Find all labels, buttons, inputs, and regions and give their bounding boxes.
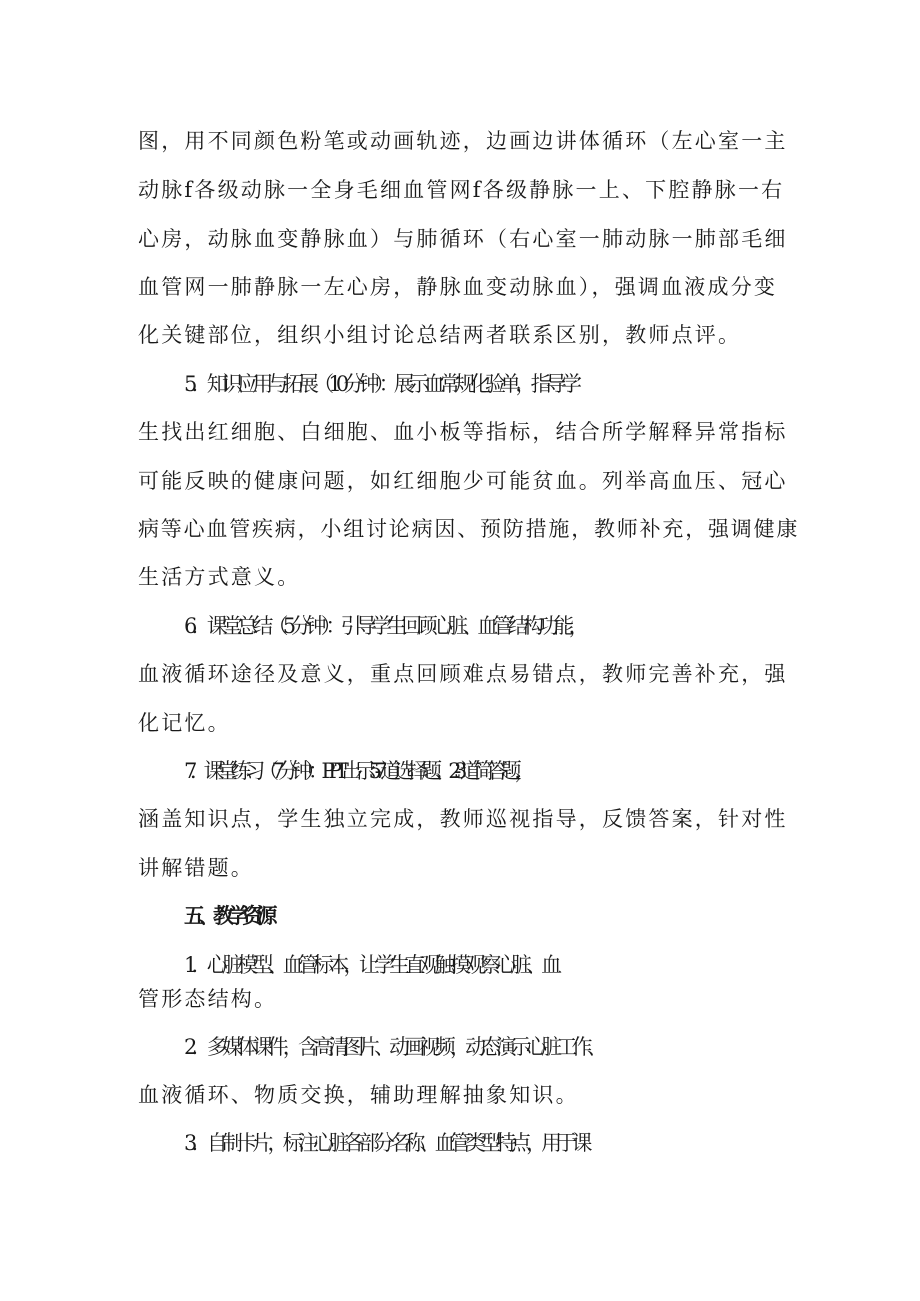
text-line: 生活方式意义。	[138, 565, 301, 589]
resource-item-2-line: 2．多媒体课件，含高清图片、动画视频，动态演示心脏工作、	[184, 1035, 602, 1059]
text-line: 心房，动脉血变静脉血）与肺循环（右心室一肺动脉一肺部毛细	[138, 227, 788, 251]
text-line: 可能反映的健康问题，如红细胞少可能贫血。列举高血压、冠心	[138, 469, 788, 493]
text-line: 化关键部位，组织小组讨论总结两者联系区别，教师点评。	[138, 323, 742, 347]
text-line: 动脉f各级动脉一全身毛细血管网f各级静脉一上、下腔静脉一右	[138, 178, 785, 202]
text-line: 讲解错题。	[138, 856, 254, 880]
text-line: 化记忆。	[138, 711, 231, 735]
text-line: 血管网一肺静脉一左心房，静脉血变动脉血），强调血液成分变	[138, 275, 778, 299]
text-line: 管形态结构。	[138, 987, 278, 1011]
text-line: 图，用不同颜色粉笔或动画轨迹，边画边讲体循环（左心室一主	[138, 129, 788, 153]
text-line: 病等心血管疾病，小组讨论病因、预防措施，教师补充，强调健康	[138, 517, 800, 541]
resource-item-1-line: 1．心脏模型、血管标本，让学生直观触摸观察心脏、血	[184, 953, 557, 977]
text-line: 涵盖知识点，学生独立完成，教师巡视指导，反馈答案，针对性	[138, 807, 788, 831]
text-line: 血液循环、物质交换，辅助理解抽象知识。	[138, 1083, 579, 1107]
text-line: 血液循环途径及意义，重点回顾难点易错点，教师完善补充，强	[138, 662, 788, 686]
section-heading: 五、教学资源	[184, 904, 271, 928]
item-5-heading-line: 5．知识应用与拓展（10分钟）：展示血常规化验单，指导学	[184, 372, 577, 396]
text-line: 生找出红细胞、白细胞、血小板等指标，结合所学解释异常指标	[138, 420, 788, 444]
resource-item-3-line: 3．自制卡片，标注心脏各部分名称、血管类型特点，用于课	[184, 1131, 587, 1155]
item-6-heading-line: 6．课堂总结（5分钟）：引导学生回顾心脏、血管结构功能，	[184, 614, 584, 638]
item-7-heading-line: 7．课堂练习（7分钟）：PPT出示5-7道选择题、2-3道简答题，	[184, 759, 528, 783]
